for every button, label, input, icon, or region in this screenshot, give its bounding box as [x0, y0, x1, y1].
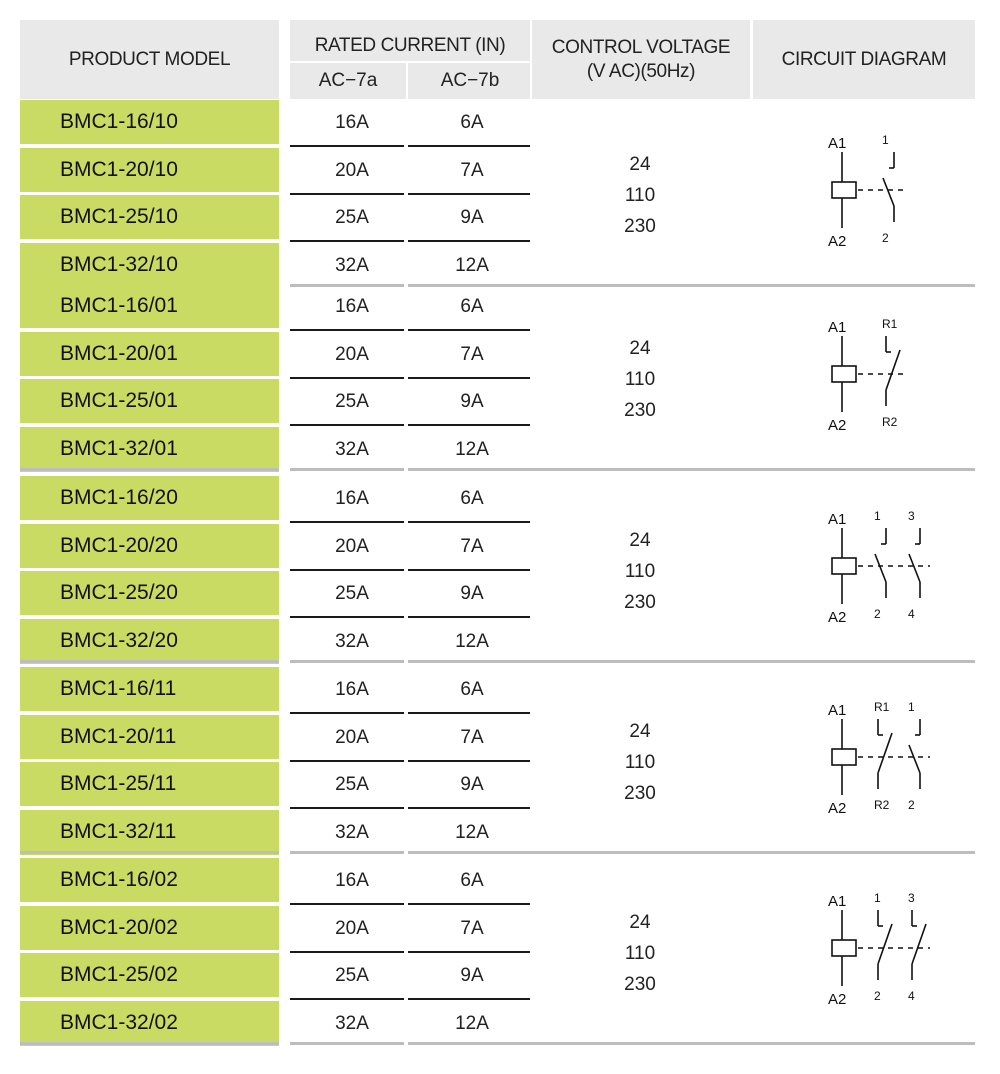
- product-model-cell: BMC1-25/01: [20, 379, 279, 423]
- header-ac7b: AC−7b: [440, 70, 500, 91]
- contact-blade: [875, 554, 886, 582]
- control-voltage-value: 230: [624, 783, 656, 804]
- control-voltage-value: 230: [624, 592, 656, 613]
- control-voltage-value: 24: [629, 338, 651, 359]
- ac7a-value: 25A: [335, 965, 369, 986]
- group-separator: [408, 284, 975, 287]
- product-model-cell: BMC1-20/10: [20, 148, 279, 192]
- contact-top-label: 3: [908, 891, 915, 905]
- ac7a-value: 25A: [335, 583, 369, 604]
- control-voltage-value: 110: [624, 752, 656, 773]
- product-model-cell: BMC1-16/11: [20, 667, 279, 711]
- ac7b-value: 6A: [460, 679, 484, 700]
- control-voltage-list: [530, 716, 750, 809]
- contact-blade: [909, 745, 920, 773]
- ac7a-value: 32A: [335, 630, 369, 652]
- contact-bottom-label: 4: [908, 989, 915, 1003]
- row-separator: [290, 193, 404, 195]
- contact-bottom-label: 4: [908, 607, 915, 621]
- ac7b-value: 6A: [460, 296, 484, 317]
- ac7a-value: 32A: [335, 254, 369, 276]
- row-separator: [408, 329, 530, 331]
- contact-blade: [909, 554, 920, 582]
- contact-top-label: R1: [882, 317, 898, 331]
- circuit-diagram: [820, 314, 960, 434]
- header-control-voltage-unit: (V AC)(50Hz): [586, 61, 696, 82]
- row-separator: [290, 807, 404, 809]
- group-separator: [290, 1042, 404, 1045]
- header-circuit-diagram: CIRCUIT DIAGRAM: [781, 49, 947, 70]
- product-model-cell: BMC1-16/20: [20, 476, 279, 520]
- ac7b-value: 12A: [455, 821, 489, 843]
- row-separator: [290, 616, 404, 618]
- ac7a-value: 25A: [335, 207, 369, 228]
- coil-top-label: A1: [828, 319, 847, 336]
- group-separator: [290, 851, 404, 854]
- ac7a-value: 20A: [335, 343, 369, 365]
- ac7b-value: 12A: [455, 438, 489, 460]
- contact-blade: [912, 924, 926, 964]
- product-model-cell: BMC1-32/10: [20, 243, 279, 288]
- row-separator: [408, 712, 530, 714]
- group-separator: [408, 468, 975, 471]
- product-model-cell: BMC1-20/01: [20, 332, 279, 376]
- circuit-diagram: [820, 506, 960, 626]
- ac7a-value: 16A: [335, 296, 369, 317]
- contact-top-label: 1: [874, 891, 881, 905]
- coil-bottom-label: A2: [828, 991, 847, 1008]
- ac7b-value: 9A: [460, 207, 484, 228]
- ac7a-value: 16A: [335, 679, 369, 700]
- ac7b-value: 12A: [455, 1012, 489, 1034]
- contact-blade: [878, 924, 892, 964]
- header-current-divider: [290, 61, 530, 63]
- coil-bottom-label: A2: [828, 609, 847, 626]
- row-separator: [290, 424, 404, 426]
- contact-top-label: 3: [908, 509, 915, 523]
- ac7b-value: 7A: [460, 343, 484, 365]
- group-separator: [290, 660, 404, 663]
- coil-top-label: A1: [828, 135, 847, 152]
- coil-bottom-label: A2: [828, 417, 847, 434]
- row-separator: [408, 193, 530, 195]
- contact-top-label: 1: [882, 133, 889, 147]
- ac7b-value: 6A: [460, 112, 484, 133]
- contact-top-label: 1: [908, 700, 915, 714]
- group-separator: [20, 1042, 279, 1045]
- circuit-diagram: [820, 888, 960, 1008]
- row-separator: [290, 712, 404, 714]
- row-separator: [408, 951, 530, 953]
- row-separator: [290, 903, 404, 905]
- product-model-cell: BMC1-25/20: [20, 571, 279, 615]
- row-separator: [408, 240, 530, 242]
- ac7a-value: 20A: [335, 535, 369, 557]
- coil-top-label: A1: [828, 893, 847, 910]
- ac7a-value: 32A: [335, 438, 369, 460]
- control-voltage-list: [530, 333, 750, 426]
- coil-symbol: [832, 182, 856, 198]
- control-voltage-value: 230: [624, 216, 656, 237]
- product-model-cell: BMC1-20/02: [20, 906, 279, 950]
- coil-top-label: A1: [828, 702, 847, 719]
- ac7a-value: 16A: [335, 870, 369, 891]
- row-separator: [408, 521, 530, 523]
- contact-top-label: R1: [874, 700, 890, 714]
- ac7a-value: 32A: [335, 821, 369, 843]
- row-separator: [290, 521, 404, 523]
- group-separator: [20, 851, 279, 854]
- group-separator: [408, 851, 975, 854]
- header-ac-divider: [406, 62, 408, 99]
- control-voltage-list: [530, 907, 750, 1000]
- header-ac7a: AC−7a: [318, 70, 378, 91]
- circuit-diagram: [820, 130, 960, 250]
- coil-bottom-label: A2: [828, 233, 847, 250]
- header-product-model: PRODUCT MODEL: [68, 49, 231, 70]
- control-voltage-value: 24: [629, 154, 651, 175]
- row-separator: [290, 760, 404, 762]
- ac7a-value: 20A: [335, 726, 369, 748]
- ac7a-value: 25A: [335, 391, 369, 412]
- product-model-cell: BMC1-16/10: [20, 100, 279, 144]
- ac7b-value: 7A: [460, 726, 484, 748]
- coil-symbol: [832, 558, 856, 574]
- ac7a-value: 25A: [335, 774, 369, 795]
- control-voltage-value: 24: [629, 912, 651, 933]
- product-model-cell: BMC1-32/11: [20, 810, 279, 855]
- product-model-cell: BMC1-20/11: [20, 715, 279, 759]
- product-model-cell: BMC1-32/20: [20, 619, 279, 664]
- product-model-cell: BMC1-25/11: [20, 762, 279, 806]
- ac7a-value: 20A: [335, 159, 369, 181]
- contact-bottom-label: 2: [874, 607, 881, 621]
- control-voltage-list: [530, 149, 750, 242]
- header-rated-current: RATED CURRENT (IN): [314, 35, 506, 56]
- contact-blade: [883, 178, 894, 206]
- product-model-cell: BMC1-32/02: [20, 1001, 279, 1046]
- row-separator: [408, 616, 530, 618]
- group-separator: [290, 284, 404, 287]
- ac7b-value: 9A: [460, 391, 484, 412]
- ac7b-value: 6A: [460, 488, 484, 509]
- ac7a-value: 16A: [335, 488, 369, 509]
- contact-blade: [886, 350, 900, 390]
- product-model-cell: BMC1-25/10: [20, 195, 279, 239]
- product-model-cell: BMC1-20/20: [20, 524, 279, 568]
- product-model-cell: BMC1-25/02: [20, 953, 279, 997]
- row-separator: [408, 569, 530, 571]
- ac7b-value: 9A: [460, 965, 484, 986]
- group-separator: [20, 468, 279, 471]
- row-separator: [290, 377, 404, 379]
- coil-symbol: [832, 366, 856, 382]
- coil-bottom-label: A2: [828, 800, 847, 817]
- control-voltage-list: [530, 525, 750, 618]
- ac7b-value: 9A: [460, 774, 484, 795]
- ac7a-value: 32A: [335, 1012, 369, 1034]
- ac7b-value: 12A: [455, 254, 489, 276]
- row-separator: [290, 145, 404, 147]
- row-separator: [408, 760, 530, 762]
- contact-bottom-label: R2: [882, 415, 898, 429]
- contact-bottom-label: 2: [882, 231, 889, 245]
- ac7b-value: 9A: [460, 583, 484, 604]
- control-voltage-value: 24: [629, 530, 651, 551]
- control-voltage-value: 24: [629, 721, 651, 742]
- group-separator: [408, 1042, 975, 1045]
- header-control-voltage: CONTROL VOLTAGE: [551, 37, 731, 58]
- row-separator: [408, 145, 530, 147]
- ac7b-value: 6A: [460, 870, 484, 891]
- control-voltage-value: 230: [624, 400, 656, 421]
- row-separator: [408, 377, 530, 379]
- control-voltage-value: 110: [624, 369, 656, 390]
- ac7a-value: 16A: [335, 112, 369, 133]
- row-separator: [408, 903, 530, 905]
- header-voltage-bg: [532, 20, 750, 99]
- control-voltage-value: 110: [624, 943, 656, 964]
- ac7b-value: 7A: [460, 535, 484, 557]
- row-separator: [290, 569, 404, 571]
- contact-bottom-label: 2: [908, 798, 915, 812]
- row-separator: [290, 240, 404, 242]
- coil-top-label: A1: [828, 511, 847, 528]
- ac7b-value: 7A: [460, 917, 484, 939]
- product-model-cell: BMC1-16/01: [20, 284, 279, 328]
- control-voltage-value: 230: [624, 974, 656, 995]
- control-voltage-value: 110: [624, 561, 656, 582]
- group-separator: [408, 660, 975, 663]
- coil-symbol: [832, 940, 856, 956]
- contact-bottom-label: 2: [874, 989, 881, 1003]
- product-model-cell: BMC1-32/01: [20, 427, 279, 472]
- ac7a-value: 20A: [335, 917, 369, 939]
- coil-symbol: [832, 749, 856, 765]
- contact-top-label: 1: [874, 509, 881, 523]
- group-separator: [290, 468, 404, 471]
- product-model-cell: BMC1-16/02: [20, 858, 279, 902]
- contact-bottom-label: R2: [874, 798, 890, 812]
- ac7b-value: 12A: [455, 630, 489, 652]
- ac7b-value: 7A: [460, 159, 484, 181]
- circuit-diagram: [820, 697, 960, 817]
- row-separator: [290, 951, 404, 953]
- row-separator: [408, 998, 530, 1000]
- control-voltage-value: 110: [624, 185, 656, 206]
- row-separator: [290, 329, 404, 331]
- group-separator: [20, 660, 279, 663]
- row-separator: [408, 807, 530, 809]
- row-separator: [408, 424, 530, 426]
- contact-blade: [878, 733, 892, 773]
- row-separator: [290, 998, 404, 1000]
